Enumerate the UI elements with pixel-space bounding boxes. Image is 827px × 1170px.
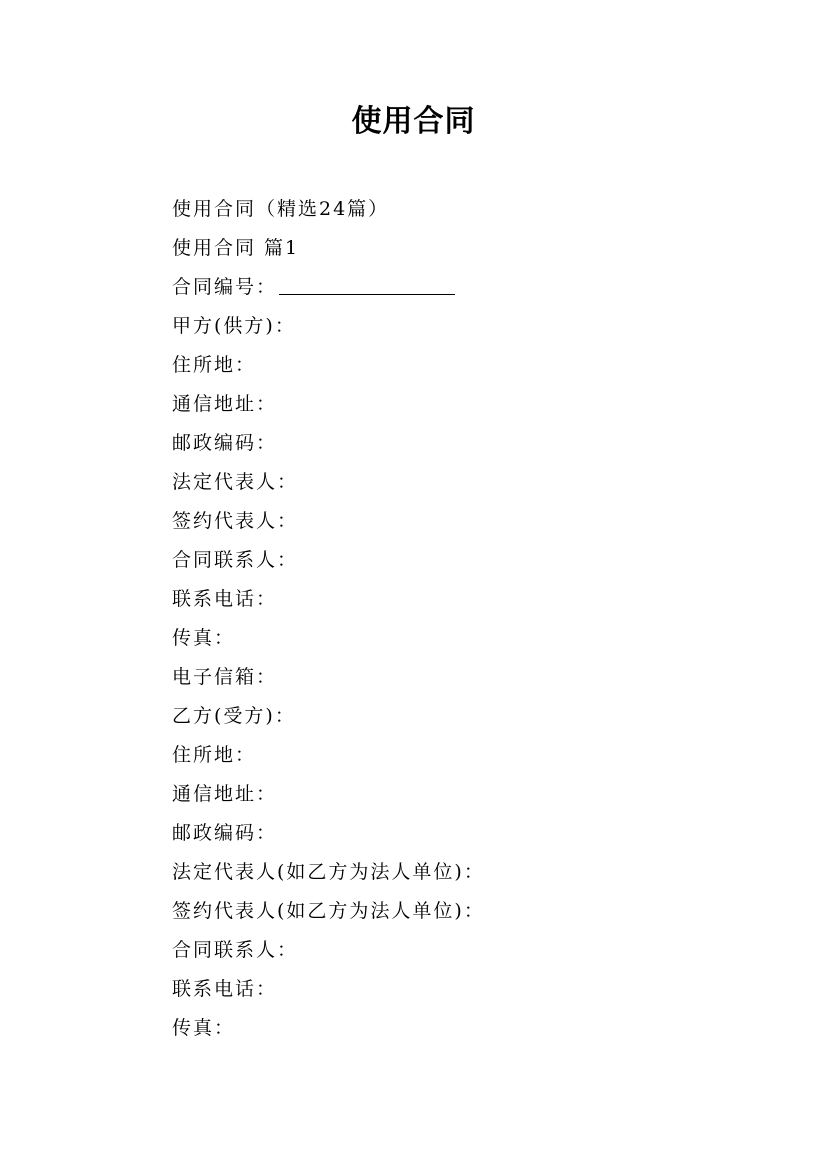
party-b-fax: 传真：	[172, 1017, 236, 1039]
party-a-heading: 甲方(供方)：	[172, 315, 296, 337]
party-b-legal-representative: 法定代表人(如乙方为法人单位)：	[172, 861, 485, 883]
document-title: 使用合同	[351, 104, 476, 139]
party-b-heading: 乙方(受方)：	[172, 705, 296, 727]
party-b-address: 住所地：	[172, 744, 257, 766]
party-a-legal-representative: 法定代表人：	[172, 471, 299, 493]
contract-number-label: 合同编号：	[172, 276, 278, 298]
party-b-phone: 联系电话：	[172, 978, 278, 1000]
party-a-signing-representative: 签约代表人：	[172, 510, 299, 532]
party-b-mailing-address: 通信地址：	[172, 783, 278, 805]
party-a-postal-code: 邮政编码：	[172, 432, 278, 454]
contract-number-blank	[279, 274, 455, 295]
document-body	[172, 190, 732, 1048]
contract-part-heading: 使用合同 篇1	[172, 237, 300, 259]
party-a-mailing-address: 通信地址：	[172, 393, 278, 415]
contract-number-line	[172, 268, 732, 307]
party-a-phone: 联系电话：	[172, 588, 278, 610]
party-a-email: 电子信箱：	[172, 666, 278, 688]
party-b-signing-representative: 签约代表人(如乙方为法人单位)：	[172, 900, 485, 922]
collection-heading: 使用合同（精选24篇）	[172, 198, 390, 220]
party-a-contact-person: 合同联系人：	[172, 549, 299, 571]
party-b-postal-code: 邮政编码：	[172, 822, 278, 844]
party-a-address: 住所地：	[172, 354, 257, 376]
party-b-contact-person: 合同联系人：	[172, 939, 299, 961]
party-a-fax: 传真：	[172, 627, 236, 649]
